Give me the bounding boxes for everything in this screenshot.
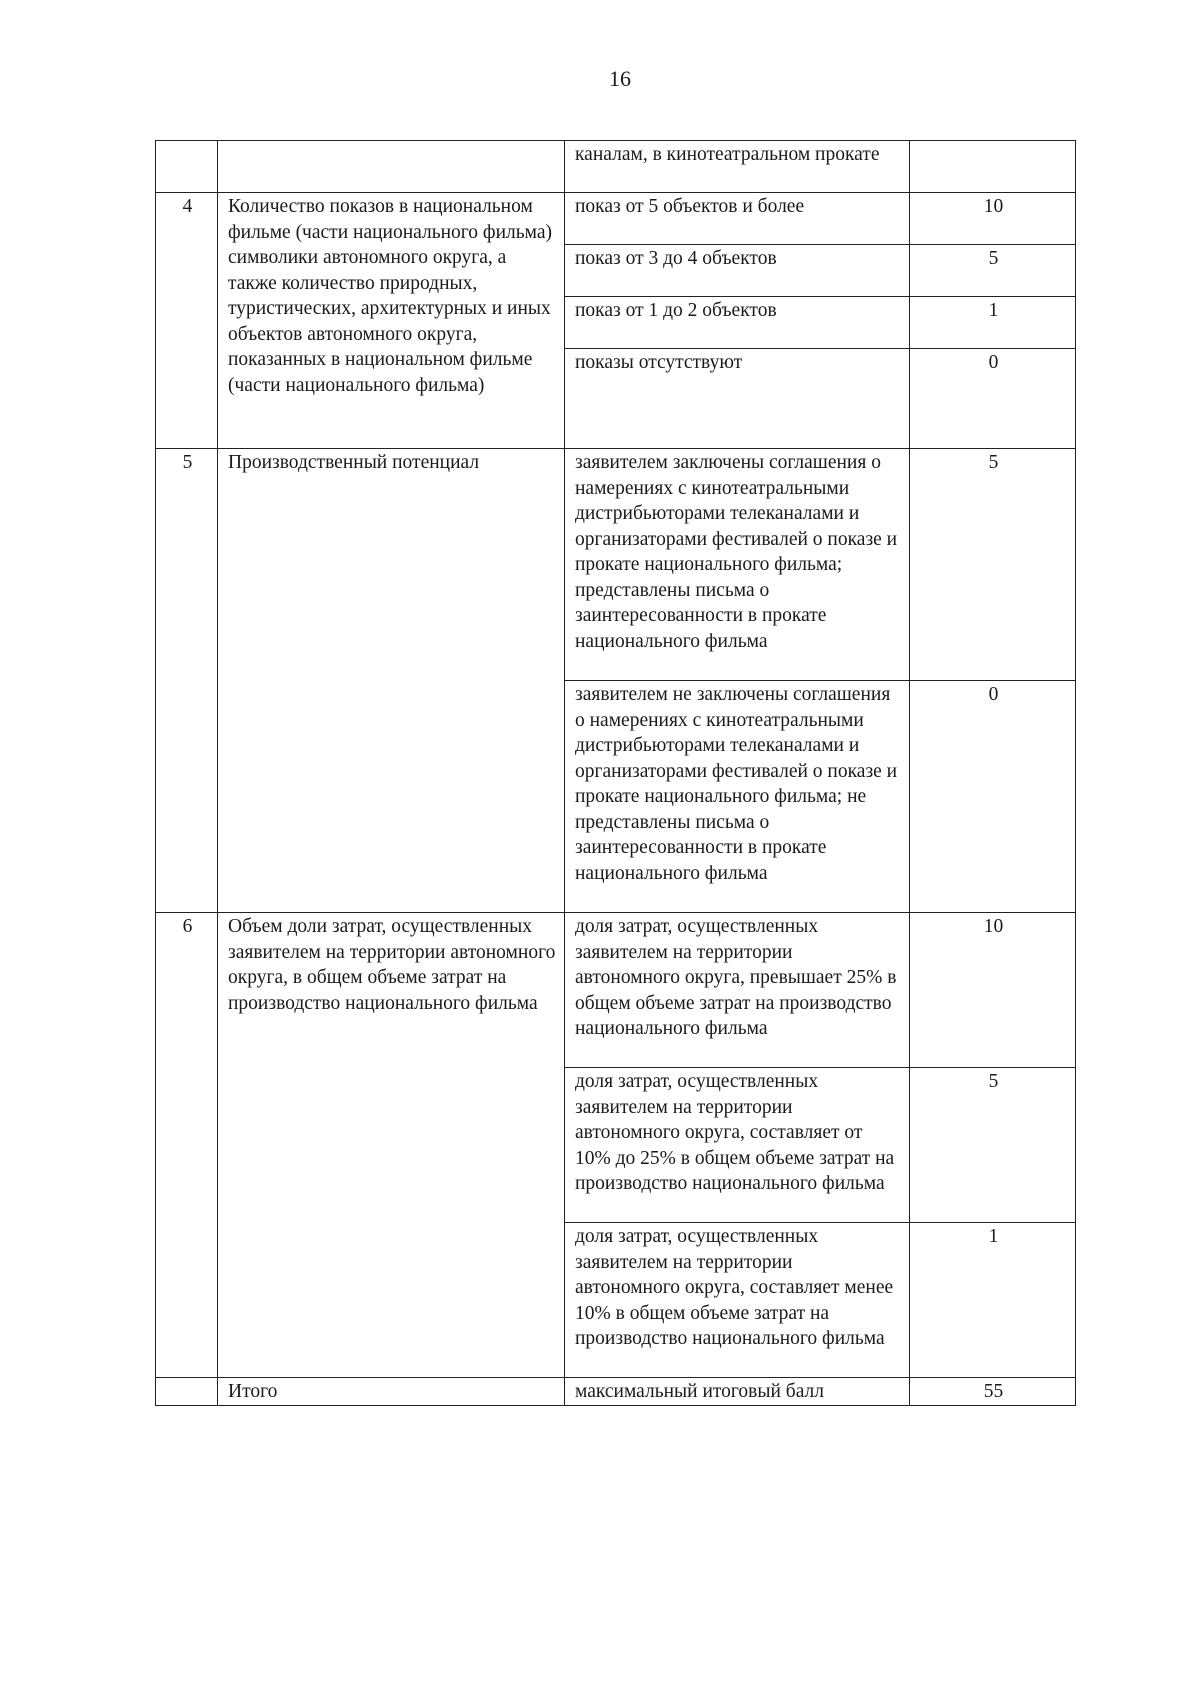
- condition-text: показ от 1 до 2 объектов: [565, 297, 910, 349]
- score-value: 0: [910, 349, 1076, 449]
- criterion-number: [156, 141, 218, 193]
- condition-text: доля затрат, осуществленных заявителем на территории автономного округа, составляет менее 10% в общем объеме затрат на производство национального фильма: [565, 1223, 910, 1378]
- condition-text: максимальный итоговый балл: [565, 1378, 910, 1406]
- total-label: Итого: [218, 1378, 565, 1406]
- score-value: 5: [910, 245, 1076, 297]
- condition-text: заявителем не заключены соглашения о намерениях с кинотеатральными дистрибьюторами телеканалами и организаторами фестивалей о показе и прокате национального фильма; не представлены письма о заинтересованности в прокате национального фильма: [565, 681, 910, 913]
- table-row: [156, 449, 1076, 681]
- condition-text: показ от 5 объектов и более: [565, 193, 910, 245]
- criteria-table: [155, 140, 1076, 1406]
- score-value: 0: [910, 681, 1076, 913]
- table-row: [156, 141, 1076, 193]
- condition-text: показы отсутствуют: [565, 349, 910, 449]
- score-value: 5: [910, 449, 1076, 681]
- condition-text: доля затрат, осуществленных заявителем на территории автономного округа, превышает 25% в общем объеме затрат на производство национального фильма: [565, 913, 910, 1068]
- score-value: 1: [910, 297, 1076, 349]
- total-row: [156, 1378, 1076, 1406]
- criterion-name: [218, 141, 565, 193]
- page-number: 16: [609, 66, 631, 91]
- criterion-name: Производственный потенциал: [218, 449, 565, 913]
- condition-text: каналам, в кинотеатральном прокате: [565, 141, 910, 193]
- criterion-number: 4: [156, 193, 218, 449]
- score-value: 5: [910, 1068, 1076, 1223]
- condition-text: заявителем заключены соглашения о намерениях с кинотеатральными дистрибьюторами телеканалами и организаторами фестивалей о показе и прокате национального фильма; представлены письма о заинтересованности в прокате национального фильма: [565, 449, 910, 681]
- criterion-number: [156, 1378, 218, 1406]
- table-row: [156, 913, 1076, 1068]
- criterion-number: 5: [156, 449, 218, 913]
- score-value: 1: [910, 1223, 1076, 1378]
- criterion-name: Количество показов в национальном фильме (части национального фильма) символики автономного округа, а также количество природных, туристических, архитектурных и иных объектов автономного округа, показанных в национальном фильме (части национального фильма): [218, 193, 565, 449]
- score-value: 10: [910, 913, 1076, 1068]
- total-score: 55: [910, 1378, 1076, 1406]
- condition-text: показ от 3 до 4 объектов: [565, 245, 910, 297]
- table-row: [156, 193, 1076, 245]
- criterion-number: 6: [156, 913, 218, 1378]
- score-value: [910, 141, 1076, 193]
- criterion-name: Объем доли затрат, осуществленных заявителем на территории автономного округа, в общем объеме затрат на производство национального фильма: [218, 913, 565, 1378]
- score-value: 10: [910, 193, 1076, 245]
- condition-text: доля затрат, осуществленных заявителем на территории автономного округа, составляет от 10% до 25% в общем объеме затрат на производство национального фильма: [565, 1068, 910, 1223]
